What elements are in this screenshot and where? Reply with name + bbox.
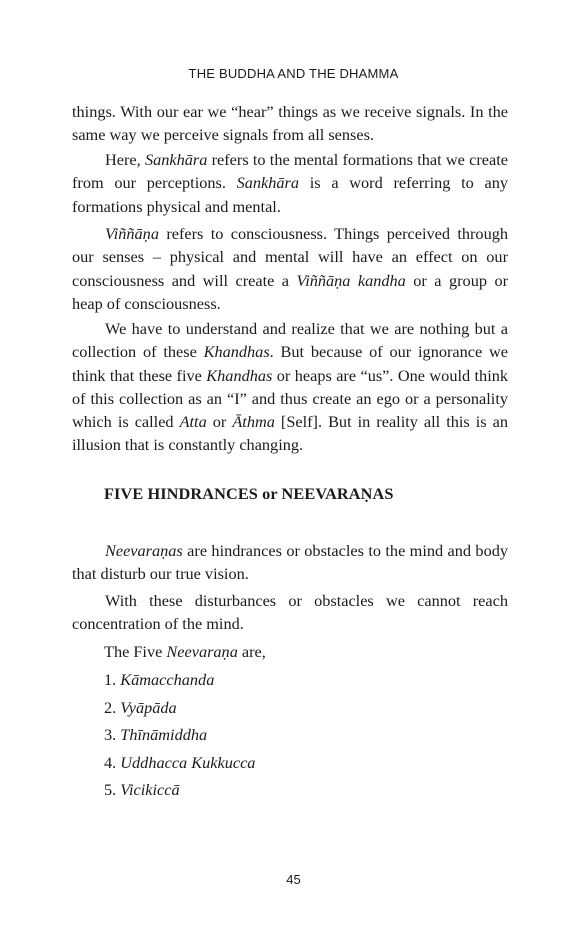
- text-run: The Five: [104, 642, 167, 661]
- paragraph-khandhas: [72, 317, 508, 457]
- italic-term: Sankhāra: [144, 150, 208, 169]
- paragraph-text: [72, 317, 508, 457]
- text-run: are hindrances or obstacles to the mind and body that disturb our true vision.: [72, 541, 508, 584]
- text-run: is a word referring to any formations physical and mental.: [72, 173, 508, 216]
- text-run: or a group or heap of consciousness.: [72, 270, 509, 313]
- paragraph-text: things. With our ear we “hear” things as we receive signals. In the same way we perceive signals from all senses.: [72, 102, 508, 145]
- list-item: [104, 751, 255, 774]
- list-item-term: Vyāpāda: [120, 697, 177, 717]
- italic-term: Khandhas: [206, 365, 273, 385]
- text-run: are,: [237, 642, 266, 661]
- list-item-term: Thīnāmiddha: [120, 725, 208, 745]
- italic-term: Viññāṇa: [105, 224, 159, 243]
- text-run: refers to the mental formations that we create from our perceptions.: [72, 150, 508, 193]
- list-item-term: Kāmacchanda: [120, 670, 215, 689]
- list-item-number: 1.: [104, 670, 121, 689]
- paragraph-text: With these disturbances or obstacles we cannot reach concentration of the mind.: [72, 591, 508, 634]
- text-run: or heaps are “us”. One would think of this collection as an “I” and thus create an ego or a personality which is called: [72, 365, 509, 432]
- paragraph-text: [72, 222, 508, 315]
- text-run: [Self]. But in reality all this is an illusion that is constantly changing.: [72, 412, 509, 455]
- list-item: [104, 778, 180, 801]
- list-item-term: Uddhacca Kukkucca: [120, 752, 256, 772]
- italic-term: Viññāṇa kandha: [296, 270, 406, 290]
- text-run: refers to consciousness. Things perceived through our senses – physical and mental will have an effect on our consciousness and will create a: [72, 224, 508, 290]
- italic-term: Neevaraṇa: [166, 642, 238, 661]
- paragraph-disturbances: [72, 589, 508, 636]
- paragraph-neevaranas: [72, 539, 508, 586]
- list-intro: [104, 640, 266, 663]
- italic-term: Khandhas: [203, 342, 270, 362]
- list-item: [104, 668, 214, 691]
- paragraph-vinnana: [72, 222, 508, 315]
- text-run: . But because of our ignorance we think that these five: [72, 342, 508, 385]
- section-heading: FIVE HINDRANCES or NEEVARAṆAS: [104, 484, 394, 503]
- paragraph-sankhara: [72, 148, 508, 218]
- text-run: Here,: [105, 150, 145, 169]
- paragraph-text: [72, 148, 508, 218]
- list-item: [104, 723, 207, 746]
- list-item-number: 5.: [104, 780, 121, 800]
- italic-term: Neevaraṇas: [105, 541, 183, 560]
- list-item-term: Vicikiccā: [120, 780, 180, 800]
- list-item-number: 4.: [104, 752, 121, 772]
- page-number: 45: [286, 872, 301, 887]
- italic-term: Sankhāra: [236, 173, 300, 193]
- text-run: We have to understand and realize that we are nothing but a collection of these: [72, 319, 508, 362]
- italic-term: Atta: [179, 412, 207, 432]
- list-item: [104, 696, 177, 719]
- italic-term: Āthma: [232, 412, 275, 432]
- text-run: or: [206, 412, 233, 432]
- paragraph-continuation: [72, 100, 508, 147]
- list-item-number: 2.: [104, 697, 121, 717]
- paragraph-text: [72, 539, 508, 586]
- list-item-number: 3.: [104, 725, 121, 745]
- running-title: THE BUDDHA AND THE DHAMMA: [188, 66, 399, 81]
